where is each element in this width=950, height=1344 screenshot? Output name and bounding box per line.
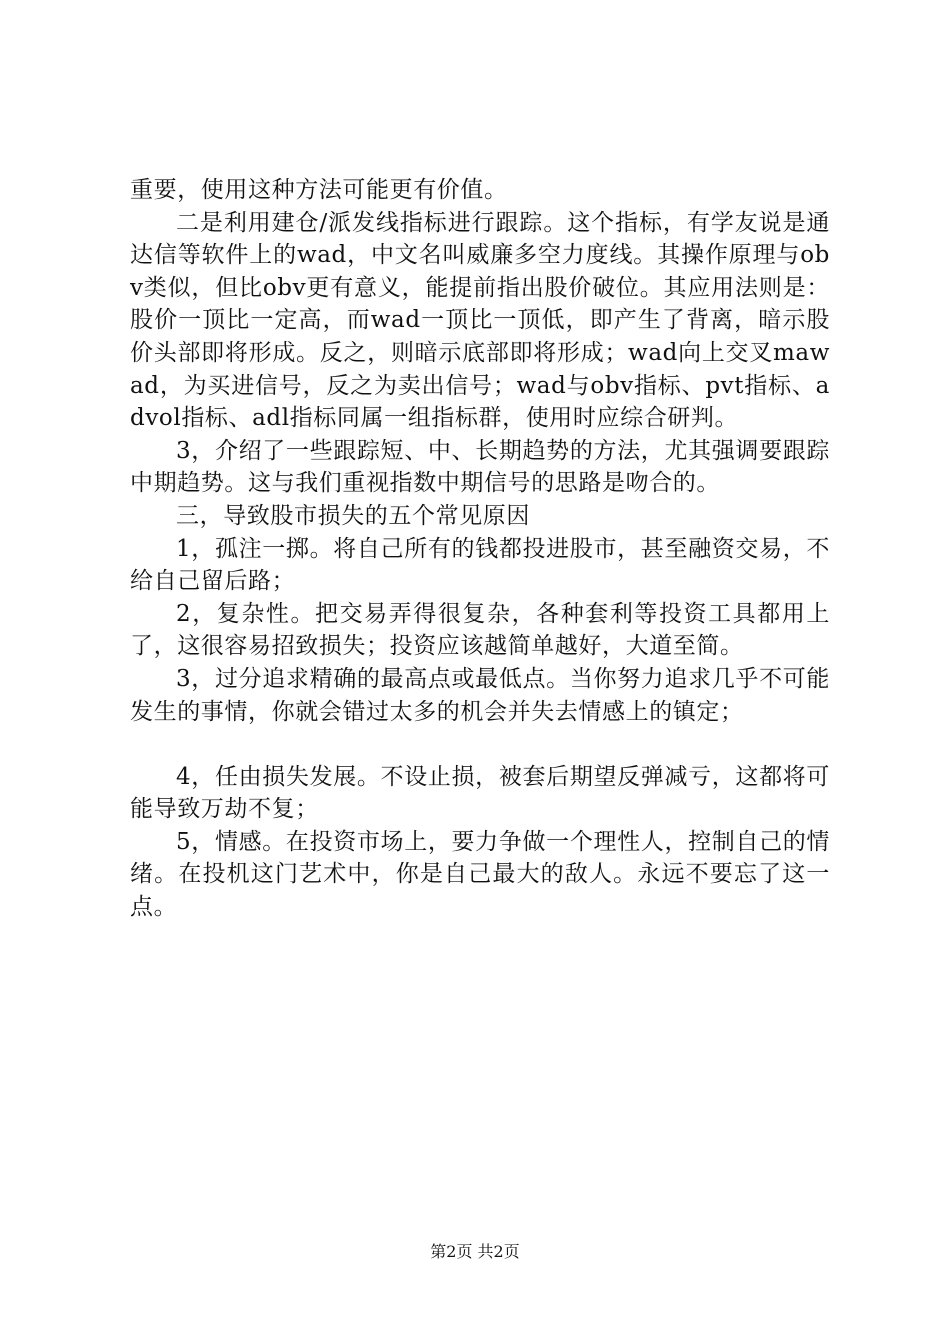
list-item-precision: 3，过分追求精确的最高点或最低点。当你努力追求几乎不可能发生的事情，你就会错过太多的机会并失去情感上的镇定；: [130, 665, 830, 725]
list-item-emotion: 5，情感。在投资市场上，要力争做一个理性人，控制自己的情绪。在投机这门艺术中，你是自己最大的敌人。永远不要忘了这一点。: [130, 828, 830, 921]
section-heading-loss-causes: 三，导致股市损失的五个常见原因: [176, 502, 530, 529]
list-item-complexity: 2，复杂性。把交易弄得很复杂，各种套利等投资工具都用上了，这很容易招致损失；投资应该越简单越好，大道至简。: [130, 600, 830, 660]
list-item-letting-losses-run: 4，任由损失发展。不设止损，被套后期望反弹减亏，这都将可能导致万劫不复；: [130, 763, 830, 823]
page-footer: 第2页 共2页: [430, 1242, 520, 1261]
paragraph-trend-methods: 3，介绍了一些跟踪短、中、长期趋势的方法，尤其强调要跟踪中期趋势。这与我们重视指数中期信号的思路是吻合的。: [130, 437, 830, 497]
paragraph-continuation: 重要，使用这种方法可能更有价值。: [130, 177, 508, 203]
paragraph-gap: [130, 728, 830, 761]
document-body: [130, 174, 830, 924]
paragraph-wad-indicator: 二是利用建仓/派发线指标进行跟踪。这个指标，有学友说是通达信等软件上的wad，中文名叫威廉多空力度线。其操作原理与obv类似，但比obv更有意义，能提前指出股价破位。其应用法则是：股价一顶比一定高，而wad一顶比一顶低，即产生了背离，暗示股价头部即将形成。反之，则暗示底部即将形成；wad向上交叉mawad，为买进信号，反之为卖出信号；wad与obv指标、pvt指标、advol指标、adl指标同属一组指标群，使用时应综合研判。: [130, 209, 830, 432]
list-item-all-in: 1，孤注一掷。将自己所有的钱都投进股市，甚至融资交易，不给自己留后路；: [130, 535, 830, 595]
